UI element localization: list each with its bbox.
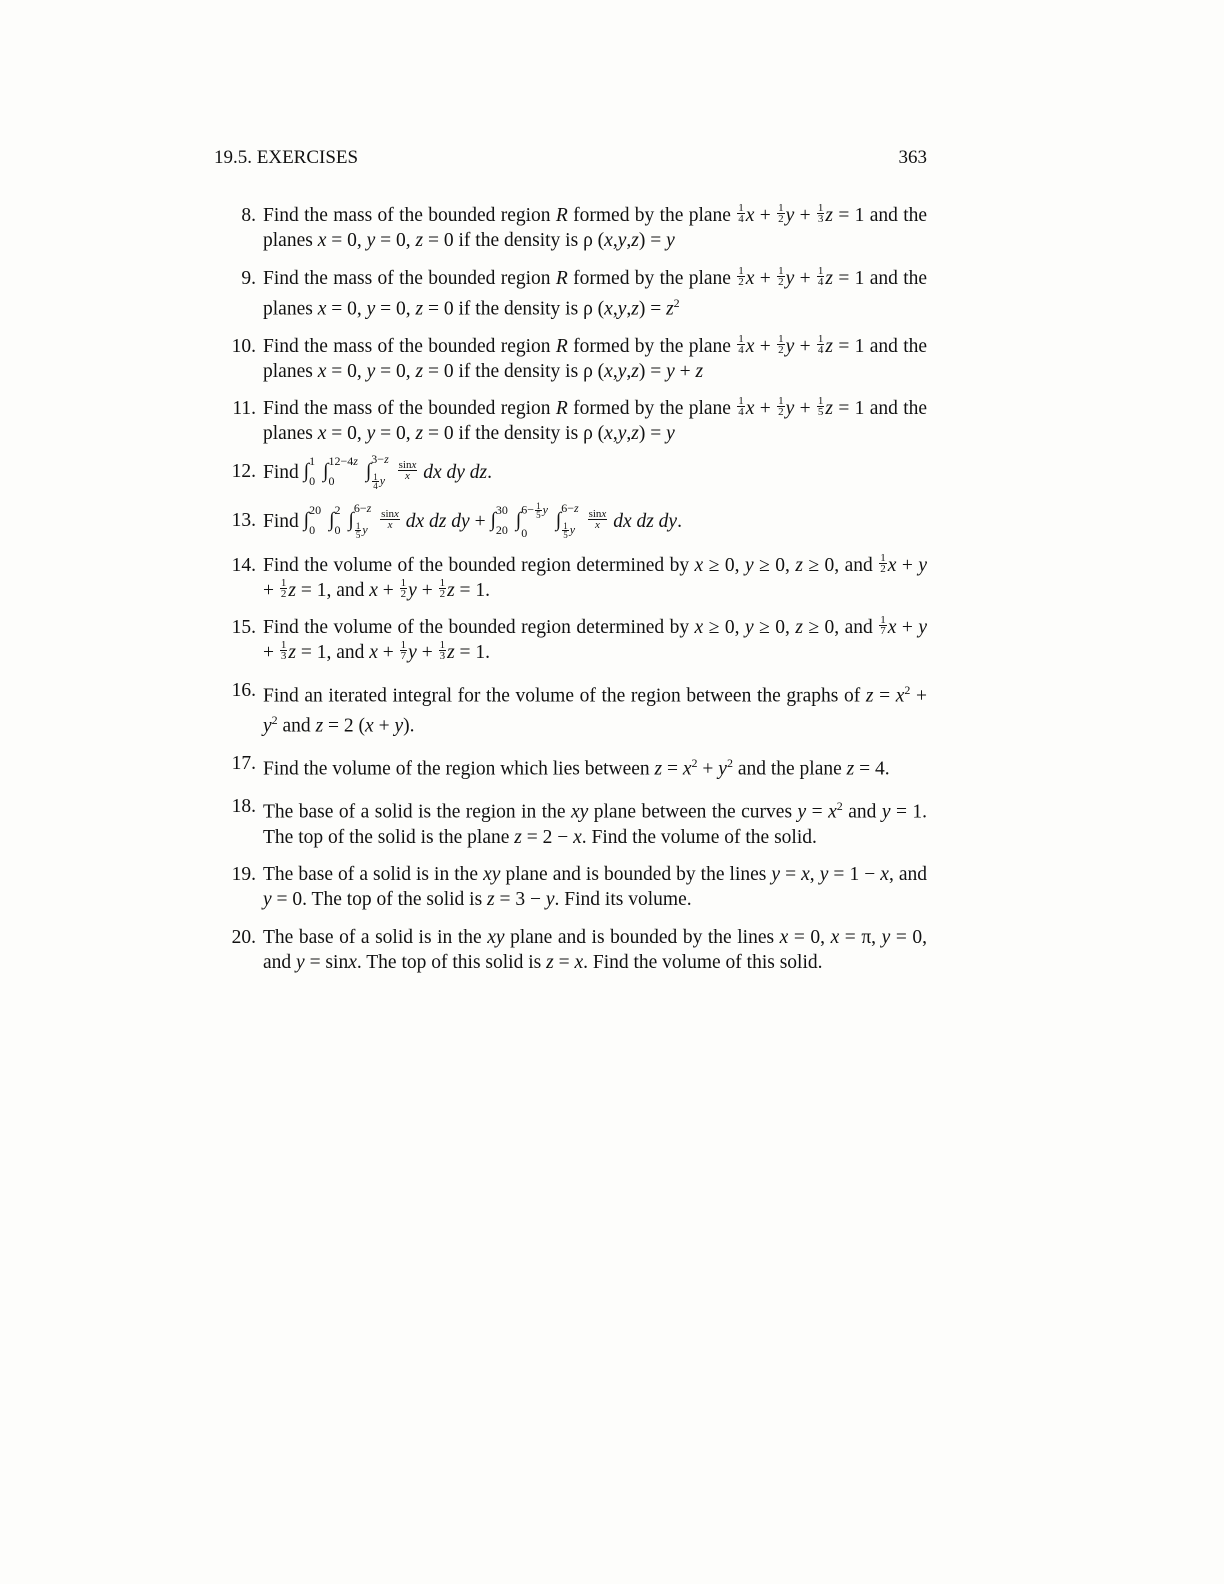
exercise-number: 13. bbox=[231, 509, 256, 531]
exercise-10 bbox=[214, 334, 927, 384]
exercise-text: Find the mass of the bounded region R formed by the plane $\frac{1}{4}$ x + $\frac{1}{2}$ y + $\frac{1}{3}$ z = 1 and the planes x = 0, y = 0, z = 0 if the density is ρ (x,y,z) = y bbox=[263, 202, 928, 251]
exercise-number: 16. bbox=[231, 679, 256, 701]
exercise-number: 8. bbox=[241, 205, 256, 226]
exercise-text: The base of a solid is in the xy plane and is bounded by the lines x = 0, x = π, y = 0, and y = sinx. The top of this solid is z = x. Find the volume of this solid. bbox=[263, 926, 927, 973]
exercise-number: 9. bbox=[241, 267, 256, 289]
exercise-number: 11. bbox=[232, 398, 256, 419]
exercise-number: 12. bbox=[231, 460, 256, 482]
exercise-16 bbox=[214, 678, 927, 739]
exercise-number: 20. bbox=[231, 926, 256, 948]
exercise-18 bbox=[214, 794, 927, 850]
exercise-number: 15. bbox=[231, 617, 256, 638]
exercise-12 bbox=[214, 451, 927, 491]
exercise-8 bbox=[214, 203, 927, 253]
exercise-list bbox=[214, 203, 927, 987]
exercise-text: Find the mass of the bounded region R formed by the plane $\frac{1}{2}$ x + $\frac{1}{2}$ y + $\frac{1}{4}$ z = 1 and the planes x = 0, y = 0, z = 0 if the density is ρ $(x,y,z) = z^2$ bbox=[263, 264, 928, 319]
exercise-text: Find an iterated integral for the volume of the region between the graphs of $z = x^2 + y^2$ and z = 2 (x + y). bbox=[263, 682, 928, 737]
exercise-text: Find the volume of the region which lies between $z = x^2 + y^2$ and the plane z = 4. bbox=[263, 756, 890, 780]
exercise-number: 19. bbox=[231, 864, 256, 885]
running-header bbox=[214, 147, 927, 169]
exercise-text: The base of a solid is the region in the xy plane between the curves $y = x^2$ and y = 1. The top of the solid is the plane z = 2 − x. Find the volume of the solid. bbox=[263, 799, 928, 848]
exercise-text: Find ∫ 1 0 ∫ 12−4z 0 ∫ 3−z $\frac{1}{4}$ y $\frac{\sin x}{x}$ dx dy dz. bbox=[263, 451, 493, 491]
section-title: 19.5. EXERCISES bbox=[214, 147, 359, 168]
page-number: 363 bbox=[898, 147, 927, 168]
exercise-text: Find the volume of the bounded region determined by x ≥ 0, y ≥ 0, z ≥ 0, and $\frac{1}{7}$ x + y + $\frac{1}{3}$ z = 1, and x + $\frac{1}{7}$ y + $\frac{1}{3}$ z = 1. bbox=[263, 614, 928, 663]
exercise-19 bbox=[214, 862, 927, 912]
exercise-text: Find the mass of the bounded region R formed by the plane $\frac{1}{4}$ x + $\frac{1}{2}$ y + $\frac{1}{5}$ z = 1 and the planes x = 0, y = 0, z = 0 if the density is ρ (x,y,z) = y bbox=[263, 395, 928, 444]
exercise-number: 17. bbox=[231, 753, 256, 774]
exercise-number: 10. bbox=[231, 335, 256, 357]
exercise-9 bbox=[214, 266, 927, 322]
exercise-20 bbox=[214, 925, 927, 975]
exercise-text: The base of a solid is in the xy plane and is bounded by the lines y = x, y = 1 − x, and y = 0. The top of the solid is z = 3 − y. Find its volume. bbox=[263, 864, 928, 910]
exercise-15 bbox=[214, 615, 927, 665]
exercise-13 bbox=[214, 500, 927, 540]
exercise-number: 14. bbox=[231, 554, 256, 576]
exercise-number: 18. bbox=[231, 796, 256, 817]
exercise-text: Find the volume of the bounded region determined by x ≥ 0, y ≥ 0, z ≥ 0, and $\frac{1}{2}$ x + y + $\frac{1}{2}$ z = 1, and x + $\frac{1}{2}$ y + $\frac{1}{2}$ z = 1. bbox=[263, 551, 928, 601]
exercise-17 bbox=[214, 751, 927, 782]
exercise-text: Find the mass of the bounded region R formed by the plane $\frac{1}{4}$ x + $\frac{1}{2}$ y + $\frac{1}{4}$ z = 1 and the planes x = 0, y = 0, z = 0 if the density is ρ (x,y,z) = y + z bbox=[263, 332, 928, 382]
exercise-text: Find ∫ 20 0 ∫ 2 0 ∫ 6−z $\frac{1}{5}$ y $\frac{\sin x}{x}$ dx dz dy + ∫ 30 20 ∫ 6− $\frac{1}{5}$ y 0 ∫ 6−z $\frac{1}{5}$ y $\frac{\sin x}{x}$ dx dz dy. bbox=[263, 500, 682, 540]
exercise-14 bbox=[214, 553, 927, 603]
exercise-11 bbox=[214, 396, 927, 446]
